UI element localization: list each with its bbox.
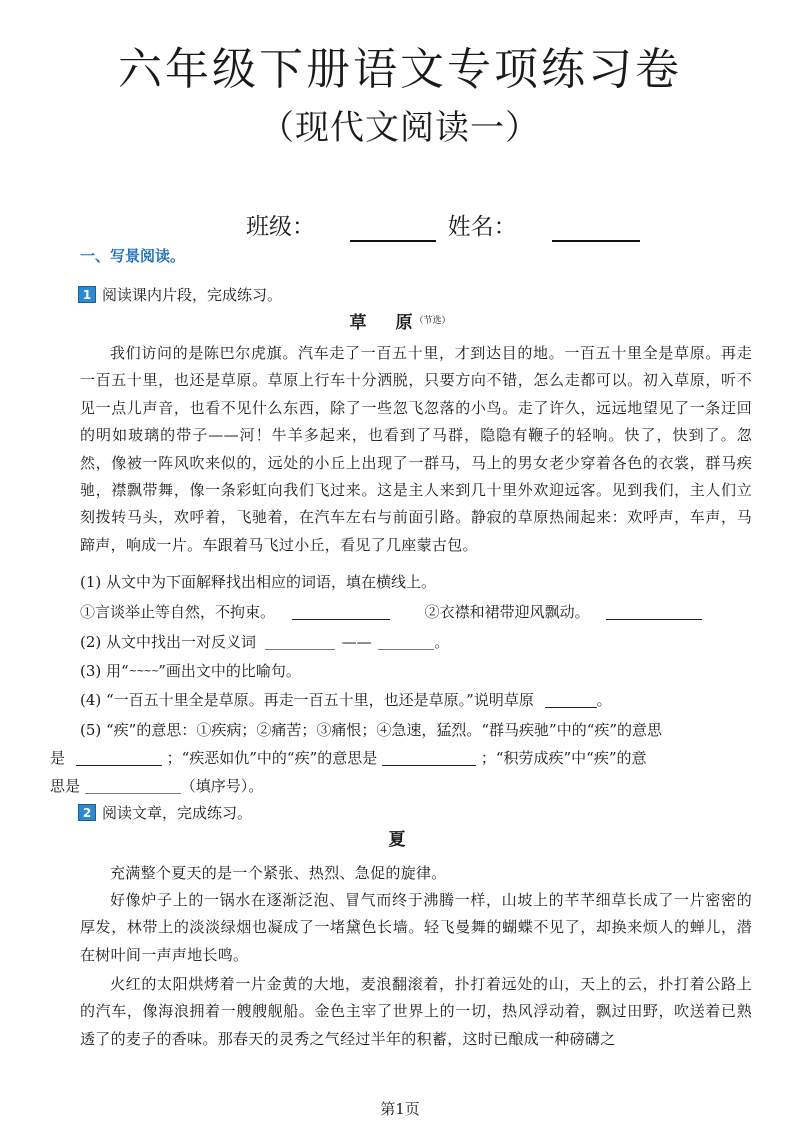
- excerpt-note: （节选）: [414, 316, 451, 326]
- question-1-items: [80, 598, 752, 626]
- question-5-line-1: (5) “疾”的意思：①疾病；②痛苦；③痛恨；④急速，猛烈。“群马疾驰”中的“疾”的意思: [80, 721, 663, 739]
- question-4: [80, 686, 752, 714]
- question-5-line-3-pre: 思是: [50, 777, 81, 795]
- task-1-instruction: [78, 284, 282, 306]
- section-heading: 一、写景阅读。: [80, 247, 186, 265]
- passage-title-grassland: [0, 309, 800, 335]
- answer-blank-5b[interactable]: [382, 749, 476, 766]
- question-5-is: 是: [50, 749, 66, 767]
- question-2-text: (2) 从文中找出一对反义词: [80, 633, 257, 651]
- answer-blank-1b[interactable]: [606, 603, 702, 620]
- question-1b: ②衣襟和裙带迎风飘动。: [424, 603, 590, 621]
- student-info: [246, 212, 640, 242]
- task-number-badge: 2: [78, 804, 96, 821]
- question-1a: ①言谈举止等自然，不拘束。: [80, 603, 276, 621]
- answer-blank-1a[interactable]: [292, 603, 390, 620]
- answer-blank-5a[interactable]: [76, 749, 162, 766]
- question-2: [80, 628, 752, 656]
- question-2-end: 。: [434, 633, 450, 651]
- name-field[interactable]: [552, 216, 640, 242]
- question-4-end: 。: [596, 691, 612, 709]
- question-4-text: (4) “一百五十里全是草原。再走一百五十里，也还是草原。”说明草原: [80, 691, 534, 709]
- answer-blank-5c[interactable]: [85, 777, 181, 794]
- question-5-mid-2: ；“积劳成疾”中“疾”的意: [480, 749, 647, 767]
- wavy-line-mark: ~~~~: [128, 666, 159, 677]
- answer-blank-4[interactable]: [545, 691, 597, 708]
- question-3: [80, 657, 752, 686]
- question-5-mid-1: ；“疾恶如仇”中的“疾”的意思是: [166, 749, 378, 767]
- answer-blank-2b[interactable]: [378, 633, 434, 650]
- page-subtitle: （现代文阅读一）: [260, 108, 540, 148]
- task-2-text: 阅读文章，完成练习。: [102, 804, 253, 822]
- question-5-line-2: [50, 744, 752, 772]
- answer-blank-2a[interactable]: [265, 633, 335, 650]
- class-field[interactable]: [350, 216, 436, 242]
- page-title: 六年级下册语文专项练习卷: [118, 44, 682, 95]
- passage-summer-p2: 好像炉子上的一锅水在逐渐泛泡、冒气而终于沸腾一样，山坡上的芊芊细草长成了一片密密的厚发，林带上的淡淡绿烟也凝成了一堵黛色长墙。轻飞曼舞的蝴蝶不见了，却换来烦人的蝉儿，潜在树叶间一声声地长鸣。: [80, 891, 752, 964]
- passage-title-text: 草 原: [349, 313, 419, 333]
- task-number-badge: 1: [78, 286, 96, 303]
- passage-grassland: 我们访问的是陈巴尔虎旗。汽车走了一百五十里，才到达目的地。一百五十里全是草原。再走一百五十里，也还是草原。草原上行车十分洒脱，只要方向不错，怎么走都可以。初入草原，听不见一点儿声音，也看不见什么东西，除了一些忽飞忽落的小鸟。走了许久，远远地望见了一条迂回的明如玻璃的带子——河！牛羊多起来，也看到了马群，隐隐有鞭子的轻响。快了，快到了。忽然，像被一阵风吹来似的，远处的小丘上出现了一群马，马上的男女老少穿着各色的衣裳，群马疾驰，襟飘带舞，像一条彩虹向我们飞过来。这是主人来到几十里外欢迎远客。见到我们，主人们立刻拨转马头，欢呼着，飞驰着，在汽车左右与前面引路。静寂的草原热闹起来：欢呼声，车声，马蹄声，响成一片。车跟着马飞过小丘，看见了几座蒙古包。: [80, 344, 752, 554]
- passage-summer-p3: 火红的太阳烘烤着一片金黄的大地，麦浪翻滚着，扑打着远处的山，天上的云，扑打着公路上的汽车，像海浪拥着一艘艘舰船。金色主宰了世界上的一切，热风浮动着，飘过田野，吹送着已熟透了的麦子的香味。那春天的灵秀之气经过半年的积蓄，这时已酿成一种磅礴之: [80, 975, 752, 1048]
- question-3-pre: (3) 用“: [80, 662, 129, 680]
- dash: ——: [341, 633, 372, 651]
- question-1: (1) 从文中为下面解释找出相应的词语，填在横线上。: [80, 573, 437, 591]
- question-3-post: ”画出文中的比喻句。: [158, 662, 301, 680]
- question-5-line-3-post: （填序号）。: [180, 777, 264, 795]
- name-label: 姓名：: [447, 214, 517, 240]
- page-number: 第1页: [380, 1100, 420, 1118]
- question-5-line-3: [50, 772, 752, 800]
- task-1-text: 阅读课内片段，完成练习。: [102, 286, 283, 304]
- passage-summer-p1: 充满整个夏天的是一个紧张、热烈、急促的旋律。: [110, 864, 447, 882]
- passage-title-summer: 夏: [388, 830, 412, 850]
- class-label: 班级：: [246, 214, 315, 240]
- task-2-instruction: [78, 802, 252, 824]
